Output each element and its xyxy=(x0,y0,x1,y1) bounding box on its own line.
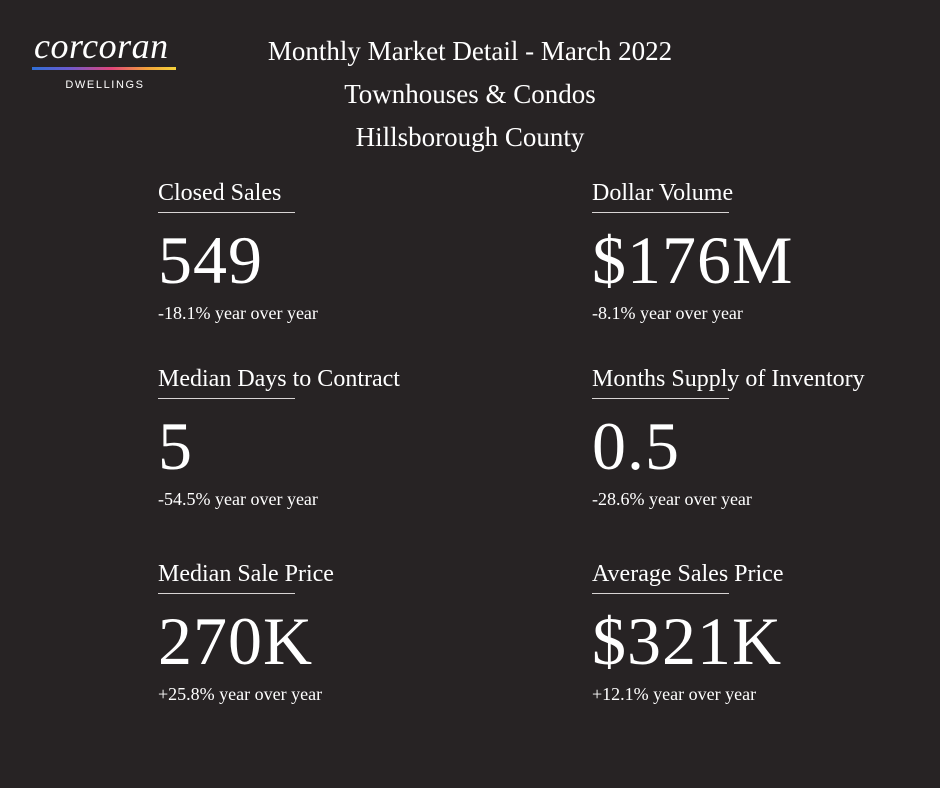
metric-divider xyxy=(592,212,729,213)
metric-divider xyxy=(592,593,729,594)
metric-divider xyxy=(158,212,295,213)
metric-divider xyxy=(158,398,295,399)
metric-value: 270K xyxy=(158,603,314,679)
metric-label: Median Sale Price xyxy=(158,561,334,587)
metric-divider xyxy=(158,593,295,594)
metric-value: 549 xyxy=(158,222,263,298)
metric-divider xyxy=(592,398,729,399)
metric-value: 0.5 xyxy=(592,408,680,484)
metric-change: -18.1% year over year xyxy=(158,303,318,323)
metric-label: Median Days to Contract xyxy=(158,366,400,392)
metric-average-sales-price xyxy=(592,559,892,706)
metric-median-sale-price xyxy=(158,559,458,706)
metric-closed-sales xyxy=(158,178,458,325)
metric-change: -28.6% year over year xyxy=(592,489,752,509)
metric-label: Dollar Volume xyxy=(592,180,734,206)
metric-change: -8.1% year over year xyxy=(592,303,743,323)
report-title: Monthly Market Detail - March 2022 xyxy=(267,36,673,66)
brand-gradient-bar xyxy=(32,67,176,70)
metric-value: $176M xyxy=(592,222,794,298)
brand-wordmark: corcoran xyxy=(34,26,169,66)
metric-value: 5 xyxy=(158,408,193,484)
metric-median-days-to-contract xyxy=(158,364,458,511)
metric-change: -54.5% year over year xyxy=(158,489,318,509)
property-type: Townhouses & Condos xyxy=(344,79,596,109)
brand-subtitle: DWELLINGS xyxy=(65,79,145,91)
metric-label: Closed Sales xyxy=(158,180,282,206)
metric-change: +25.8% year over year xyxy=(158,684,323,704)
metric-value: $321K xyxy=(592,603,783,679)
metric-label: Months Supply of Inventory xyxy=(592,366,865,392)
report-header xyxy=(200,30,740,159)
brand-logo xyxy=(32,26,178,91)
metric-months-supply xyxy=(592,364,892,511)
metric-change: +12.1% year over year xyxy=(592,684,757,704)
metric-dollar-volume xyxy=(592,178,892,325)
region-name: Hillsborough County xyxy=(355,122,585,152)
metric-label: Average Sales Price xyxy=(592,561,784,587)
